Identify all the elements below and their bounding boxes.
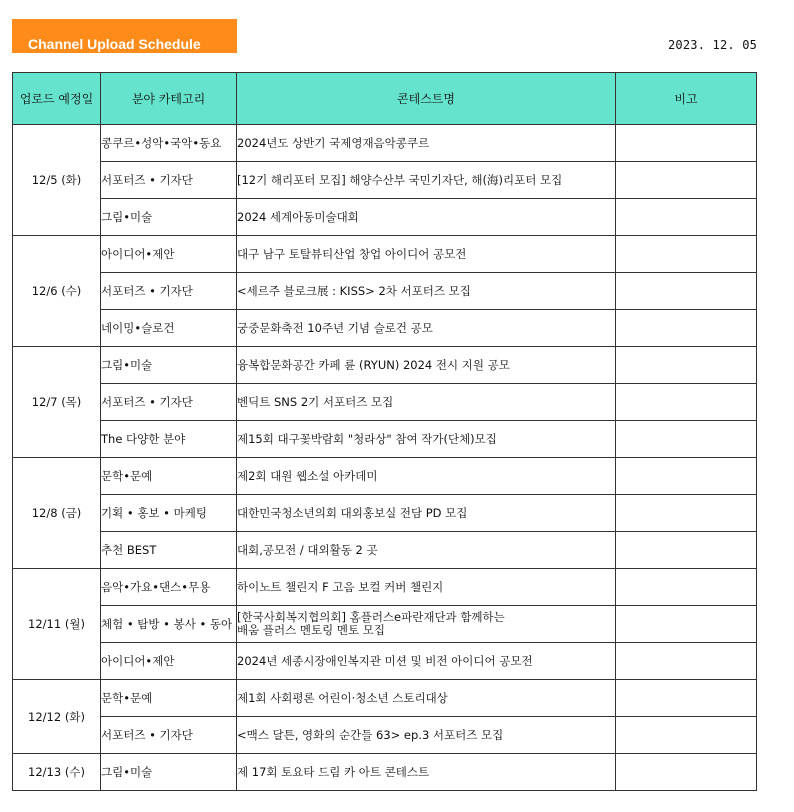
table-row	[13, 421, 757, 458]
contest-name-line: 하이노트 챌린지 F 고음 보컬 커버 챌린지	[237, 579, 444, 594]
contest-name-cell	[237, 236, 616, 273]
note-cell	[616, 199, 757, 236]
table-row	[13, 384, 757, 421]
contest-name-cell	[237, 606, 616, 643]
column-header: 분야 카테고리	[101, 73, 237, 125]
category-cell: 추천 BEST	[101, 532, 237, 569]
document-date: 2023. 12. 05	[668, 38, 758, 52]
upload-date-cell: 12/8 (금)	[13, 458, 101, 569]
note-cell	[616, 754, 757, 791]
category-cell: 문학•문예	[101, 458, 237, 495]
contest-name-cell	[237, 495, 616, 532]
upload-date-cell: 12/6 (수)	[13, 236, 101, 347]
contest-name-cell	[237, 384, 616, 421]
contest-name-line: 2024년도 상반기 국제영재음악콩쿠르	[237, 135, 430, 150]
note-cell	[616, 458, 757, 495]
upload-date-cell: 12/13 (수)	[13, 754, 101, 791]
contest-name-line: 궁중문화축전 10주년 기념 슬로건 공모	[237, 320, 433, 335]
note-cell	[616, 125, 757, 162]
note-cell	[616, 162, 757, 199]
table-row	[13, 199, 757, 236]
column-header: 콘테스트명	[237, 73, 616, 125]
table-row	[13, 162, 757, 199]
contest-name-line: 대한민국청소년의회 대외홍보실 전담 PD 모집	[237, 505, 468, 520]
column-header: 비고	[616, 73, 757, 125]
note-cell	[616, 717, 757, 754]
contest-name-line: [한국사회복지협의회] 홈플러스e파란재단과 함께하는	[237, 610, 505, 624]
note-cell	[616, 310, 757, 347]
upload-date-cell: 12/12 (화)	[13, 680, 101, 754]
contest-name-cell	[237, 643, 616, 680]
category-cell: 기획 • 홍보 • 마케팅	[101, 495, 237, 532]
category-cell: 문학•문예	[101, 680, 237, 717]
note-cell	[616, 384, 757, 421]
note-cell	[616, 532, 757, 569]
category-cell: 아이디어•제안	[101, 236, 237, 273]
contest-name-cell	[237, 569, 616, 606]
contest-name-cell	[237, 532, 616, 569]
contest-name-line: 2024 세계아동미술대회	[237, 209, 359, 224]
contest-name-cell	[237, 347, 616, 384]
contest-name-cell	[237, 162, 616, 199]
upload-date-cell: 12/5 (화)	[13, 125, 101, 236]
note-cell	[616, 347, 757, 384]
contest-name-cell	[237, 421, 616, 458]
table-row	[13, 680, 757, 717]
note-cell	[616, 273, 757, 310]
contest-name-line: <세르주 블로크展 : KISS> 2차 서포터즈 모집	[237, 283, 471, 298]
contest-name-line: 제 17회 토요타 드림 카 아트 콘테스트	[237, 764, 430, 779]
category-cell: 아이디어•제안	[101, 643, 237, 680]
contest-name-line: <맥스 달튼, 영화의 순간들 63> ep.3 서포터즈 모집	[237, 727, 504, 742]
contest-name-cell	[237, 310, 616, 347]
category-cell: The 다양한 분야	[101, 421, 237, 458]
category-cell: 네이밍•슬로건	[101, 310, 237, 347]
note-cell	[616, 569, 757, 606]
note-cell	[616, 606, 757, 643]
note-cell	[616, 421, 757, 458]
category-cell: 서포터즈 • 기자단	[101, 273, 237, 310]
table-row	[13, 236, 757, 273]
contest-name-cell	[237, 199, 616, 236]
contest-name-line: [12기 해리포터 모집] 해양수산부 국민기자단, 해(海)리포터 모집	[237, 172, 563, 187]
upload-schedule-table	[12, 72, 757, 791]
category-cell: 그림•미술	[101, 347, 237, 384]
table-row	[13, 643, 757, 680]
table-row	[13, 569, 757, 606]
table-row	[13, 532, 757, 569]
category-cell: 음악•가요•댄스•무용	[101, 569, 237, 606]
table-row	[13, 495, 757, 532]
contest-name-cell	[237, 754, 616, 791]
table-row	[13, 717, 757, 754]
schedule-body	[13, 125, 757, 791]
schedule-title: Channel Upload Schedule	[12, 19, 237, 53]
note-cell	[616, 643, 757, 680]
contest-name-line: 제15회 대구꽃박람회 "청라상" 참여 작가(단체)모집	[237, 431, 497, 446]
table-row	[13, 606, 757, 643]
note-cell	[616, 236, 757, 273]
table-header-row	[13, 73, 757, 125]
table-row	[13, 310, 757, 347]
upload-date-cell: 12/7 (목)	[13, 347, 101, 458]
contest-name-line: 대회,공모전 / 대외활동 2 곳	[237, 542, 378, 557]
table-row	[13, 458, 757, 495]
category-cell: 서포터즈 • 기자단	[101, 717, 237, 754]
table-row	[13, 273, 757, 310]
contest-name-cell	[237, 125, 616, 162]
contest-name-line: 2024년 세종시장애인복지관 미션 및 비전 아이디어 공모전	[237, 653, 533, 668]
table-row	[13, 754, 757, 791]
contest-name-cell	[237, 680, 616, 717]
contest-name-cell	[237, 717, 616, 754]
contest-name-line: 제1회 사회평론 어린이·청소년 스토리대상	[237, 690, 448, 705]
contest-name-cell	[237, 458, 616, 495]
column-header: 업로드 예정일	[13, 73, 101, 125]
note-cell	[616, 495, 757, 532]
note-cell	[616, 680, 757, 717]
category-cell: 그림•미술	[101, 199, 237, 236]
contest-name-cell	[237, 273, 616, 310]
contest-name-line: 대구 남구 토탈뷰티산업 창업 아이디어 공모전	[237, 246, 467, 261]
upload-date-cell: 12/11 (월)	[13, 569, 101, 680]
contest-name-line: 벤딕트 SNS 2기 서포터즈 모집	[237, 394, 394, 409]
category-cell: 서포터즈 • 기자단	[101, 384, 237, 421]
category-cell: 서포터즈 • 기자단	[101, 162, 237, 199]
contest-name-line: 배움 플러스 멘토링 멘토 모집	[237, 623, 385, 637]
category-cell: 체험 • 탐방 • 봉사 • 동아	[101, 606, 237, 643]
contest-name-line: 융복합문화공간 카페 륜 (RYUN) 2024 전시 지원 공모	[237, 357, 510, 372]
contest-name-line: 제2회 대원 웹소설 아카데미	[237, 468, 378, 483]
table-row	[13, 125, 757, 162]
category-cell: 콩쿠르•성악•국악•동요	[101, 125, 237, 162]
table-row	[13, 347, 757, 384]
category-cell: 그림•미술	[101, 754, 237, 791]
